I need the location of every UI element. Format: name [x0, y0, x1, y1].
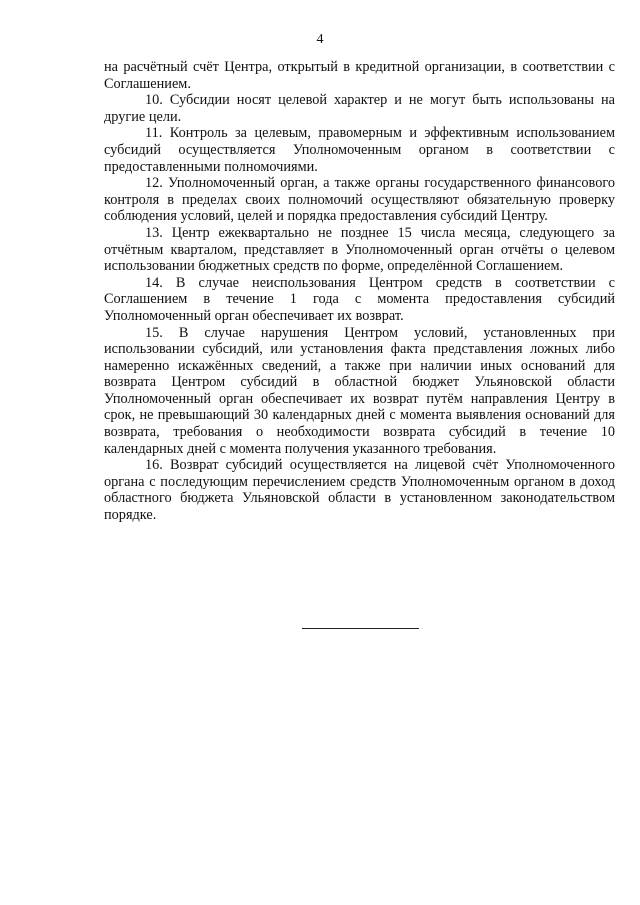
- paragraph-16: 16. Возврат субсидий осуществляется на лицевой счёт Уполномоченного органа с последующим перечислением средств Уполномоченным органом в доход областного бюджета Ульяновской области в установленном законодательством порядке.: [104, 457, 615, 524]
- paragraph-11: 11. Контроль за целевым, правомерным и эффективным использованием субсидий осуществляется Уполномоченным органом в соответствии с предоставленными полномочиями.: [104, 125, 615, 175]
- paragraph-13: 13. Центр ежеквартально не позднее 15 числа месяца, следующего за отчётным кварталом, представляет в Уполномоченный орган отчёты о целевом использовании бюджетных средств по форме, определённой Соглашением.: [104, 224, 615, 275]
- paragraph-12: 12. Уполномоченный орган, а также органы государственного финансового контроля в пределах своих полномочий осуществляют обязательную проверку соблюдения условий, целей и порядка предоставления субсидий Центру.: [104, 175, 615, 225]
- paragraph-continuation: на расчётный счёт Центра, открытый в кредитной организации, в соответствии с Соглашением.: [104, 59, 615, 92]
- closing-rule: [302, 628, 419, 629]
- document-body: [104, 59, 615, 524]
- page-number: 4: [316, 32, 324, 47]
- paragraph-15: 15. В случае нарушения Центром условий, установленных при использовании субсидий, или установления факта представления ложных либо намеренно искажённых сведений, а также при наличии иных оснований для возврата Центром субсидий в областной бюджет Ульяновской области Уполномоченный орган обеспечивает их возврат путём направления Центру в срок, не превышающий 30 календарных дней с момента выявления оснований для возврата, требования о необходимости возврата субсидий в течение 10 календарных дней с момента получения указанного требования.: [104, 324, 615, 457]
- paragraph-10: 10. Субсидии носят целевой характер и не могут быть использованы на другие цели.: [104, 92, 615, 125]
- paragraph-14: 14. В случае неиспользования Центром средств в соответствии с Соглашением в течение 1 года с момента предоставления субсидий Уполномоченный орган обеспечивает их возврат.: [104, 274, 615, 324]
